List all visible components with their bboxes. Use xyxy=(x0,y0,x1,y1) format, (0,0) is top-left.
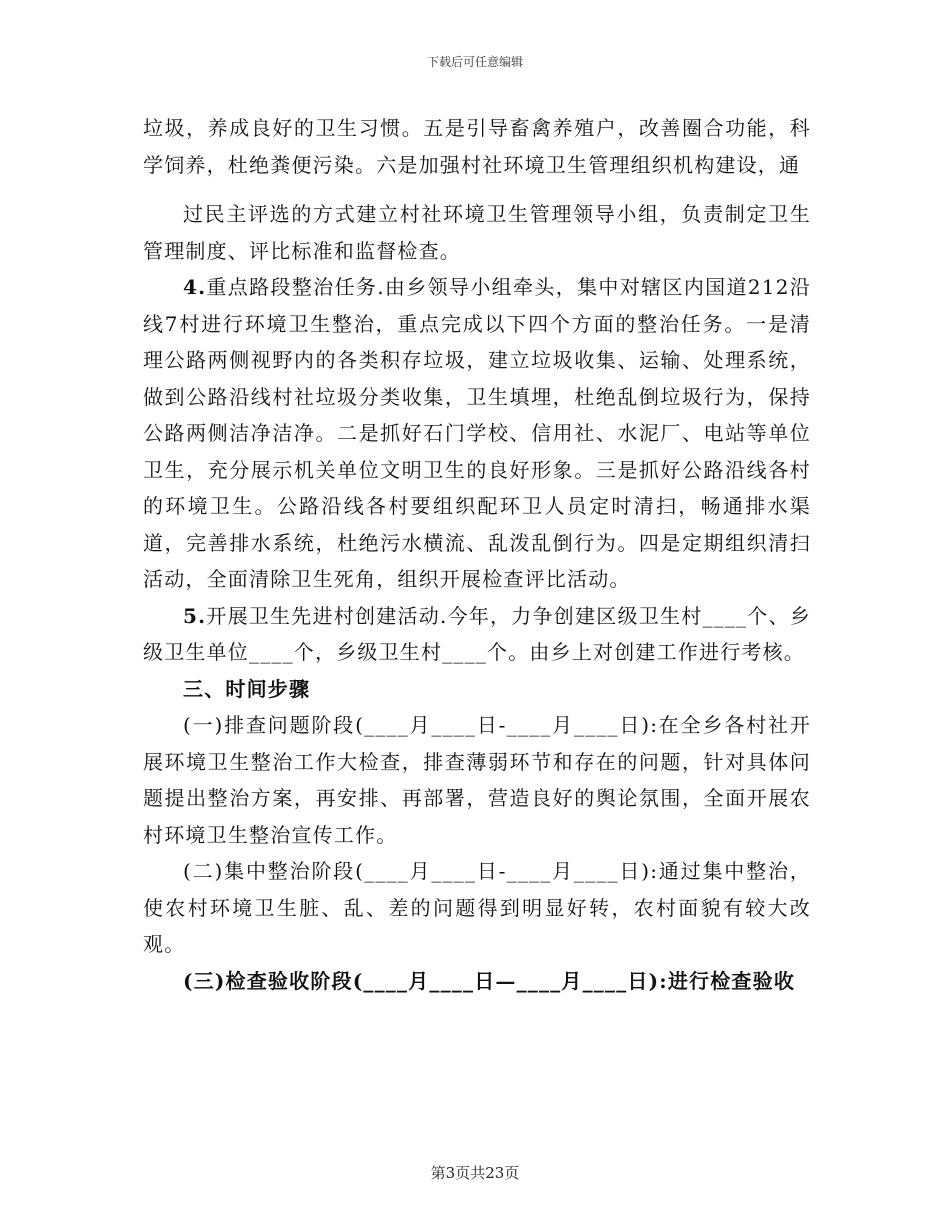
item-number-4: 4. xyxy=(183,275,207,299)
paragraph-stage-3: (三)检查验收阶段(____月____日—____月____日):进行检查验收 xyxy=(183,968,796,993)
paragraph-leading-group: 过民主评选的方式建立村社环境卫生管理领导小组，负责制定卫生管理制度、评比标准和监督检查。 xyxy=(143,202,811,263)
paragraph-stage-2: (二)集中整治阶段(____月____日-____月____日):通过集中整治，使农村环境卫生脏、乱、差的问题得到明显好转，农村面貌有较大改观。 xyxy=(143,859,811,956)
item-number-5: 5. xyxy=(183,603,207,628)
section-heading-time-steps: 三、时间步骤 xyxy=(183,676,311,701)
paragraph-continuation: 垃圾，养成良好的卫生习惯。五是引导畜禽养殖户，改善圈合功能，科学饲养，杜绝粪便污染。六是加强村社环境卫生管理组织机构建设，通 xyxy=(143,116,811,177)
item-4-text: 重点路段整治任务.由乡领导小组牵头，集中对辖区内国道212沿线7村进行环境卫生整治，重点完成以下四个方面的整治任务。一是清理公路两侧视野内的各类积存垃圾，建立垃圾收集、运输、处理系统，做到公路沿线村社垃圾分类收集，卫生填埋，杜绝乱倒垃圾行为，保持公路两侧洁净洁净。二是抓好石门学校、信用社、水泥厂、电站等单位卫生，充分展示机关单位文明卫生的良好形象。三是抓好公路沿线各村的环境卫生。公路沿线各村要组织配环卫人员定时清扫，畅通排水渠道，完善排水系统，杜绝污水横流、乱泼乱倒行为。四是定期组织清扫活动，全面清除卫生死角，组织开展检查评比活动。 xyxy=(143,275,811,591)
item-5-text: 开展卫生先进村创建活动.今年，力争创建区级卫生村____个、乡级卫生单位____个，乡级卫生村____个。由乡上对创建工作进行考核。 xyxy=(143,603,811,664)
paragraph-item-5 xyxy=(143,598,811,671)
page-header: 下载后可任意编辑 xyxy=(426,55,523,69)
paragraph-item-4 xyxy=(143,269,811,598)
page-footer: 第3页共23页 xyxy=(430,1164,520,1182)
document-body xyxy=(143,110,811,999)
paragraph-stage-1: (一)排查问题阶段(____月____日-____月____日):在全乡各村社开展环境卫生整治工作大检查，排查薄弱环节和存在的问题，针对具体问题提出整治方案，再安排、再部署，营造良好的舆论氛围，全面开展农村环境卫生整治宣传工作。 xyxy=(143,713,811,847)
